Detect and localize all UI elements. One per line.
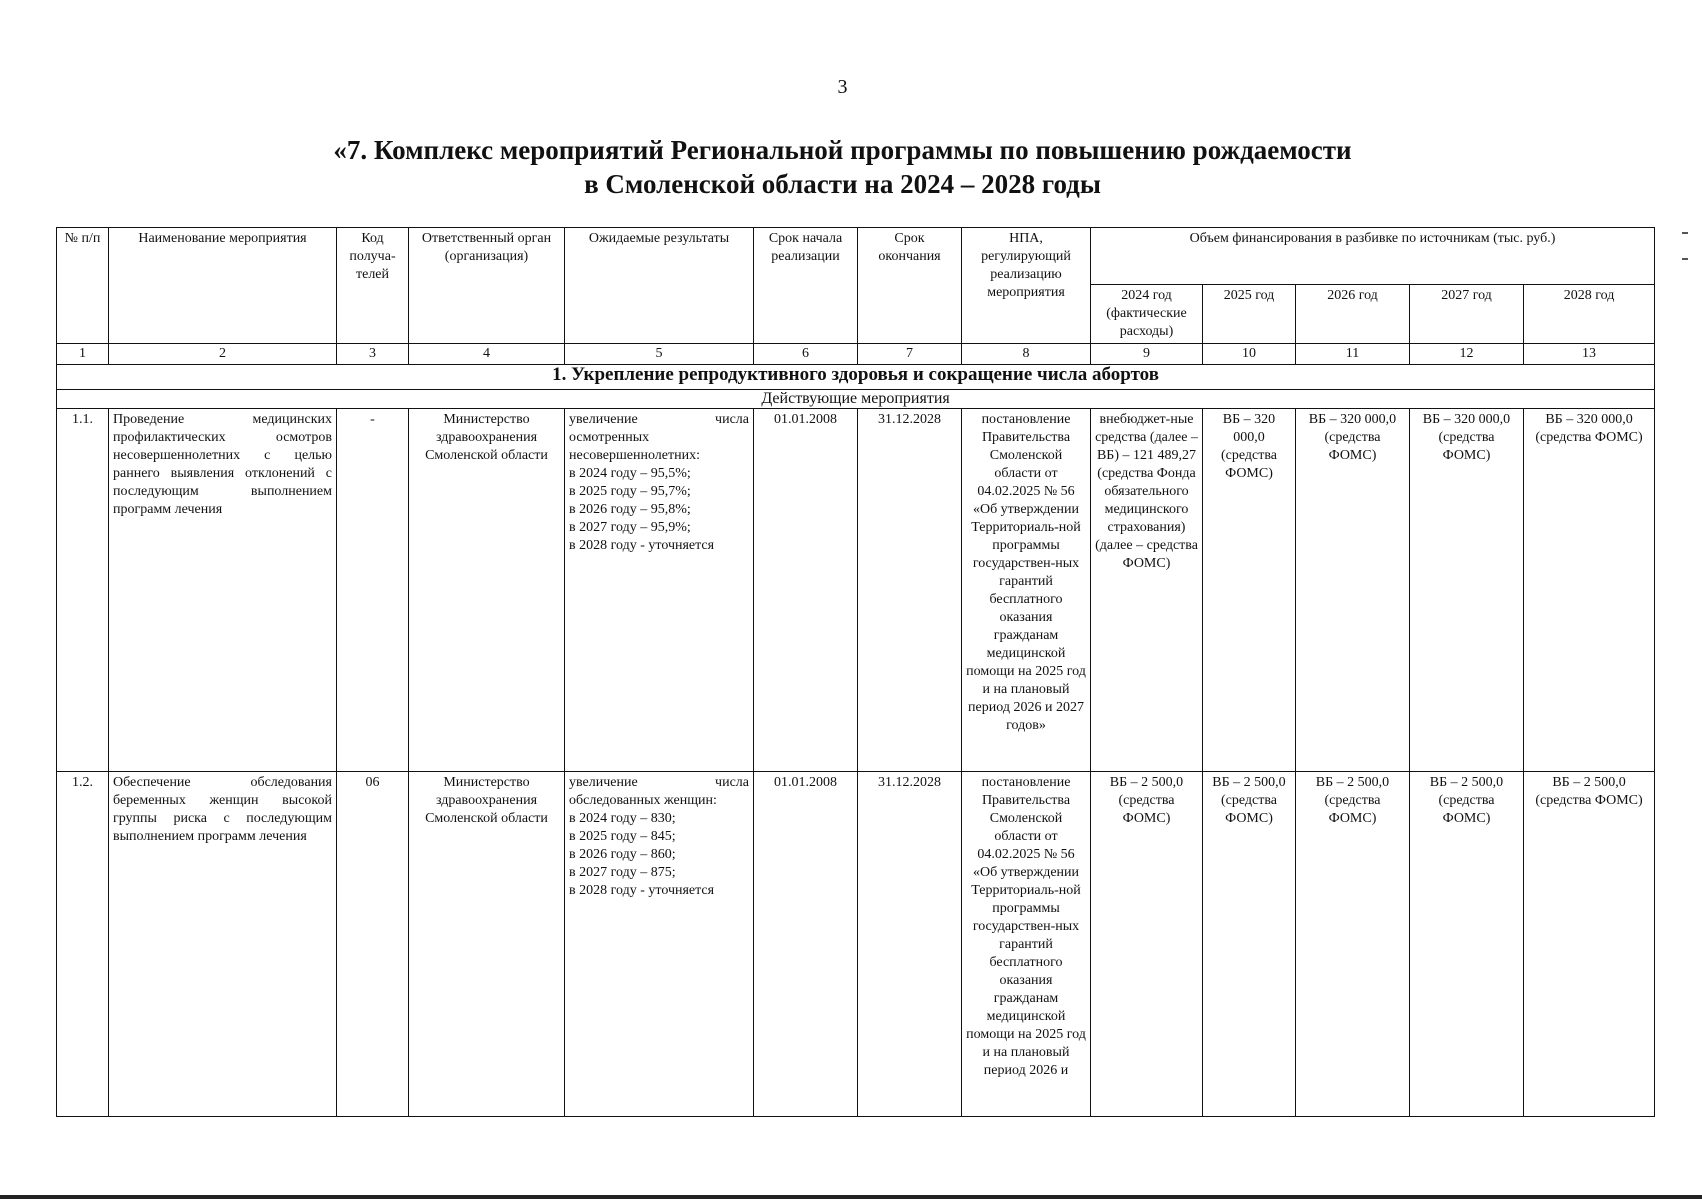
section-row bbox=[57, 365, 1655, 390]
funding-2028: ВБ – 320 000,0 (средства ФОМС) bbox=[1524, 409, 1655, 772]
funding-2024: ВБ – 2 500,0 (средства ФОМС) bbox=[1091, 772, 1203, 1117]
header-code: Код получа-телей bbox=[337, 228, 409, 344]
recipient-code: - bbox=[337, 409, 409, 772]
column-number: 5 bbox=[565, 344, 754, 365]
header-year-2025: 2025 год bbox=[1203, 285, 1296, 344]
recipient-code: 06 bbox=[337, 772, 409, 1117]
results-line: в 2028 году - уточняется bbox=[569, 883, 715, 898]
column-number: 7 bbox=[858, 344, 962, 365]
funding-2025: ВБ – 2 500,0 (средства ФОМС) bbox=[1203, 772, 1296, 1117]
activities-table bbox=[56, 227, 1655, 1117]
results-line: в 2024 году – 830; bbox=[569, 811, 676, 826]
header-year-2024: 2024 год (фактические расходы) bbox=[1091, 285, 1203, 344]
results-line: в 2025 году – 95,7%; bbox=[569, 484, 691, 499]
header-funding: Объем финансирования в разбивке по источникам (тыс. руб.) bbox=[1091, 228, 1655, 285]
document-title-line-1: «7. Комплекс мероприятий Региональной программы по повышению рождаемости bbox=[333, 135, 1352, 165]
header-year-2026: 2026 год bbox=[1296, 285, 1410, 344]
end-date: 31.12.2028 bbox=[858, 409, 962, 772]
start-date: 01.01.2008 bbox=[754, 772, 858, 1117]
activity-name: Проведение медицинских профилактических осмотров несовершеннолетних с целью раннего выявления отклонений с последующим выполнением программ лечения bbox=[109, 409, 337, 772]
start-date: 01.01.2008 bbox=[754, 409, 858, 772]
npa-text: постановление Правительства Смоленской области от 04.02.2025 № 56 «Об утверждении Территориаль-ной программы государствен-ных гарантий бесплатного оказания гражданам медицинской помощи на 2025 год и на плановый период 2026 и 2027 годов» bbox=[962, 409, 1091, 772]
responsible-org: Министерство здравоохранения Смоленской области bbox=[409, 409, 565, 772]
subsection-title: Действующие мероприятия bbox=[57, 390, 1655, 409]
funding-2027: ВБ – 320 000,0 (средства ФОМС) bbox=[1410, 409, 1524, 772]
header-org: Ответственный орган (организация) bbox=[409, 228, 565, 344]
expected-results bbox=[565, 409, 754, 772]
column-number: 12 bbox=[1410, 344, 1524, 365]
subsection-row bbox=[57, 390, 1655, 409]
column-number: 1 bbox=[57, 344, 109, 365]
header-end: Срок окончания bbox=[858, 228, 962, 344]
funding-2026: ВБ – 320 000,0 (средства ФОМС) bbox=[1296, 409, 1410, 772]
scan-bottom-edge bbox=[0, 1195, 1702, 1199]
margin-tick-mark bbox=[1682, 232, 1688, 234]
column-number: 3 bbox=[337, 344, 409, 365]
section-title: 1. Укрепление репродуктивного здоровья и сокращение числа абортов bbox=[57, 365, 1655, 390]
results-line: в 2025 году – 845; bbox=[569, 829, 676, 844]
results-line: в 2024 году – 95,5%; bbox=[569, 466, 691, 481]
column-number: 10 bbox=[1203, 344, 1296, 365]
document-title bbox=[0, 133, 1685, 201]
funding-2028: ВБ – 2 500,0 (средства ФОМС) bbox=[1524, 772, 1655, 1117]
header-npa: НПА, регулирующий реализацию мероприятия bbox=[962, 228, 1091, 344]
column-number: 9 bbox=[1091, 344, 1203, 365]
results-intro: увеличение числа обследованных женщин: bbox=[569, 775, 749, 808]
results-line: в 2026 году – 860; bbox=[569, 847, 676, 862]
npa-text: постановление Правительства Смоленской области от 04.02.2025 № 56 «Об утверждении Территориаль-ной программы государствен-ных гарантий бесплатного оказания гражданам медицинской помощи на 2025 год и на плановый период 2026 и bbox=[962, 772, 1091, 1117]
column-number: 8 bbox=[962, 344, 1091, 365]
responsible-org: Министерство здравоохранения Смоленской области bbox=[409, 772, 565, 1117]
table-row bbox=[57, 409, 1655, 772]
header-num: № п/п bbox=[57, 228, 109, 344]
header-results: Ожидаемые результаты bbox=[565, 228, 754, 344]
results-line: в 2027 году – 875; bbox=[569, 865, 676, 880]
header-row bbox=[57, 228, 1655, 285]
column-number: 13 bbox=[1524, 344, 1655, 365]
results-line: в 2026 году – 95,8%; bbox=[569, 502, 691, 517]
funding-2025: ВБ – 320 000,0 (средства ФОМС) bbox=[1203, 409, 1296, 772]
end-date: 31.12.2028 bbox=[858, 772, 962, 1117]
row-number: 1.1. bbox=[57, 409, 109, 772]
column-number: 6 bbox=[754, 344, 858, 365]
header-year-2027: 2027 год bbox=[1410, 285, 1524, 344]
row-number: 1.2. bbox=[57, 772, 109, 1117]
column-number: 2 bbox=[109, 344, 337, 365]
funding-2024: внебюджет-ные средства (далее – ВБ) – 121 489,27 (средства Фонда обязательного медицинского страхования) (далее – средства ФОМС) bbox=[1091, 409, 1203, 772]
funding-2026: ВБ – 2 500,0 (средства ФОМС) bbox=[1296, 772, 1410, 1117]
margin-tick-mark bbox=[1682, 258, 1688, 260]
header-start: Срок начала реализации bbox=[754, 228, 858, 344]
column-number: 11 bbox=[1296, 344, 1410, 365]
results-line: в 2028 году - уточняется bbox=[569, 538, 715, 553]
funding-2027: ВБ – 2 500,0 (средства ФОМС) bbox=[1410, 772, 1524, 1117]
activity-name: Обеспечение обследования беременных женщин высокой группы риска с последующим выполнением программ лечения bbox=[109, 772, 337, 1117]
expected-results bbox=[565, 772, 754, 1117]
table-row bbox=[57, 772, 1655, 1117]
results-intro: увеличение числа осмотренных несовершеннолетних: bbox=[569, 412, 749, 463]
page-number: 3 bbox=[837, 76, 848, 98]
column-numbers-row bbox=[57, 344, 1655, 365]
column-number: 4 bbox=[409, 344, 565, 365]
header-name: Наименование мероприятия bbox=[109, 228, 337, 344]
header-year-2028: 2028 год bbox=[1524, 285, 1655, 344]
document-title-line-2: в Смоленской области на 2024 – 2028 годы bbox=[584, 169, 1101, 199]
results-line: в 2027 году – 95,9%; bbox=[569, 520, 691, 535]
